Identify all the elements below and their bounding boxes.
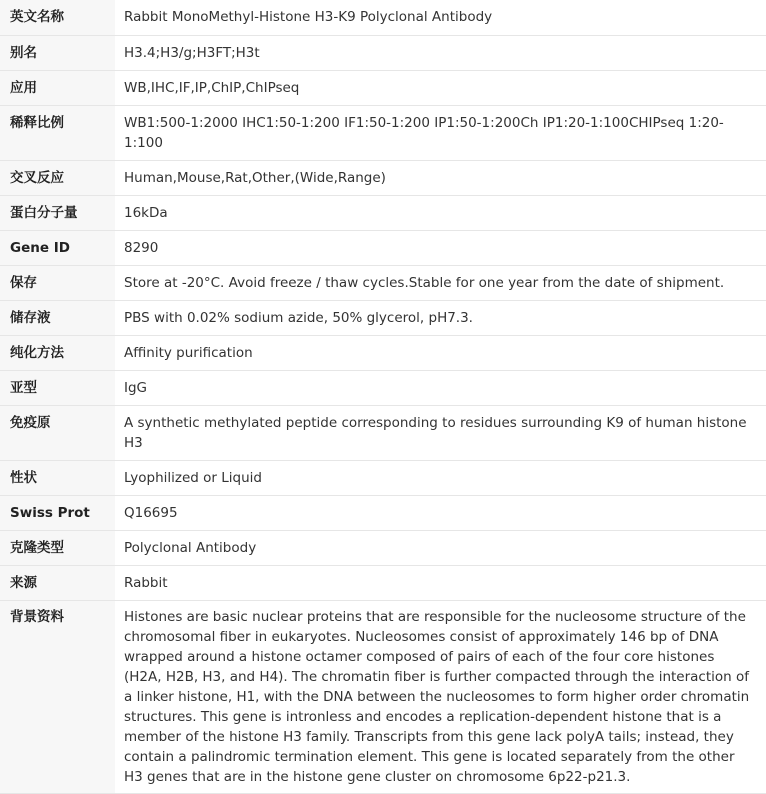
spec-label: 免疫原 xyxy=(0,405,115,460)
spec-row-cross-reactivity xyxy=(0,160,766,195)
spec-label: 交叉反应 xyxy=(0,160,115,195)
spec-value: Histones are basic nuclear proteins that are responsible for the nucleosome structure of the chromosomal fiber in eukaryotes. Nucleosomes consist of approximately 146 bp of DNA wrapped around a histone octamer composed of pairs of each of the four core histones (H2A, H2B, H3, and H4). The chromatin fiber is further compacted through the interaction of a linker histone, H1, with the DNA between the nucleosomes to form higher order chromatin structures. This gene is intronless and encodes a replication-dependent histone that is a member of the histone H3 family. Transcripts from this gene lack polyA tails; instead, they contain a palindromic termination element. This gene is located separately from the other H3 genes that are in the histone gene cluster on chromosome 6p22-p21.3. xyxy=(115,600,766,793)
spec-value: 16kDa xyxy=(115,195,766,230)
spec-value: Store at -20°C. Avoid freeze / thaw cycles.Stable for one year from the date of shipment. xyxy=(115,265,766,300)
spec-value: Q16695 xyxy=(115,495,766,530)
spec-value: PBS with 0.02% sodium azide, 50% glycerol, pH7.3. xyxy=(115,300,766,335)
spec-row-immunogen xyxy=(0,405,766,460)
spec-label: 应用 xyxy=(0,70,115,105)
spec-value: Human,Mouse,Rat,Other,(Wide,Range) xyxy=(115,160,766,195)
spec-row-storage xyxy=(0,265,766,300)
spec-row-english-name xyxy=(0,0,766,35)
spec-row-form xyxy=(0,460,766,495)
spec-label: 蛋白分子量 xyxy=(0,195,115,230)
spec-value: A synthetic methylated peptide corresponding to residues surrounding K9 of human histone H3 xyxy=(115,405,766,460)
spec-value: Rabbit xyxy=(115,565,766,600)
spec-value: WB,IHC,IF,IP,ChIP,ChIPseq xyxy=(115,70,766,105)
spec-value: H3.4;H3/g;H3FT;H3t xyxy=(115,35,766,70)
spec-row-isotype xyxy=(0,370,766,405)
spec-value: Affinity purification xyxy=(115,335,766,370)
spec-label: 纯化方法 xyxy=(0,335,115,370)
spec-label: 克隆类型 xyxy=(0,530,115,565)
spec-value: WB1:500-1:2000 IHC1:50-1:200 IF1:50-1:200 IP1:50-1:200Ch IP1:20-1:100CHIPseq 1:20-1:100 xyxy=(115,105,766,160)
spec-row-clonality xyxy=(0,530,766,565)
spec-label: 储存液 xyxy=(0,300,115,335)
spec-value: Rabbit MonoMethyl-Histone H3-K9 Polyclonal Antibody xyxy=(115,0,766,35)
spec-row-storage-buffer xyxy=(0,300,766,335)
spec-row-gene-id xyxy=(0,230,766,265)
spec-label: Swiss Prot xyxy=(0,495,115,530)
spec-label: 亚型 xyxy=(0,370,115,405)
spec-row-swiss-prot xyxy=(0,495,766,530)
spec-value: Lyophilized or Liquid xyxy=(115,460,766,495)
spec-row-host xyxy=(0,565,766,600)
spec-label: 稀释比例 xyxy=(0,105,115,160)
spec-row-molecular-weight xyxy=(0,195,766,230)
spec-row-dilution xyxy=(0,105,766,160)
spec-label: 背景资料 xyxy=(0,600,115,793)
spec-label: 性状 xyxy=(0,460,115,495)
spec-label: 英文名称 xyxy=(0,0,115,35)
spec-row-purification xyxy=(0,335,766,370)
spec-label: Gene ID xyxy=(0,230,115,265)
spec-row-alias xyxy=(0,35,766,70)
spec-label: 来源 xyxy=(0,565,115,600)
spec-row-background xyxy=(0,600,766,793)
spec-row-application xyxy=(0,70,766,105)
spec-value: IgG xyxy=(115,370,766,405)
spec-label: 保存 xyxy=(0,265,115,300)
spec-label: 别名 xyxy=(0,35,115,70)
spec-value: Polyclonal Antibody xyxy=(115,530,766,565)
spec-value: 8290 xyxy=(115,230,766,265)
